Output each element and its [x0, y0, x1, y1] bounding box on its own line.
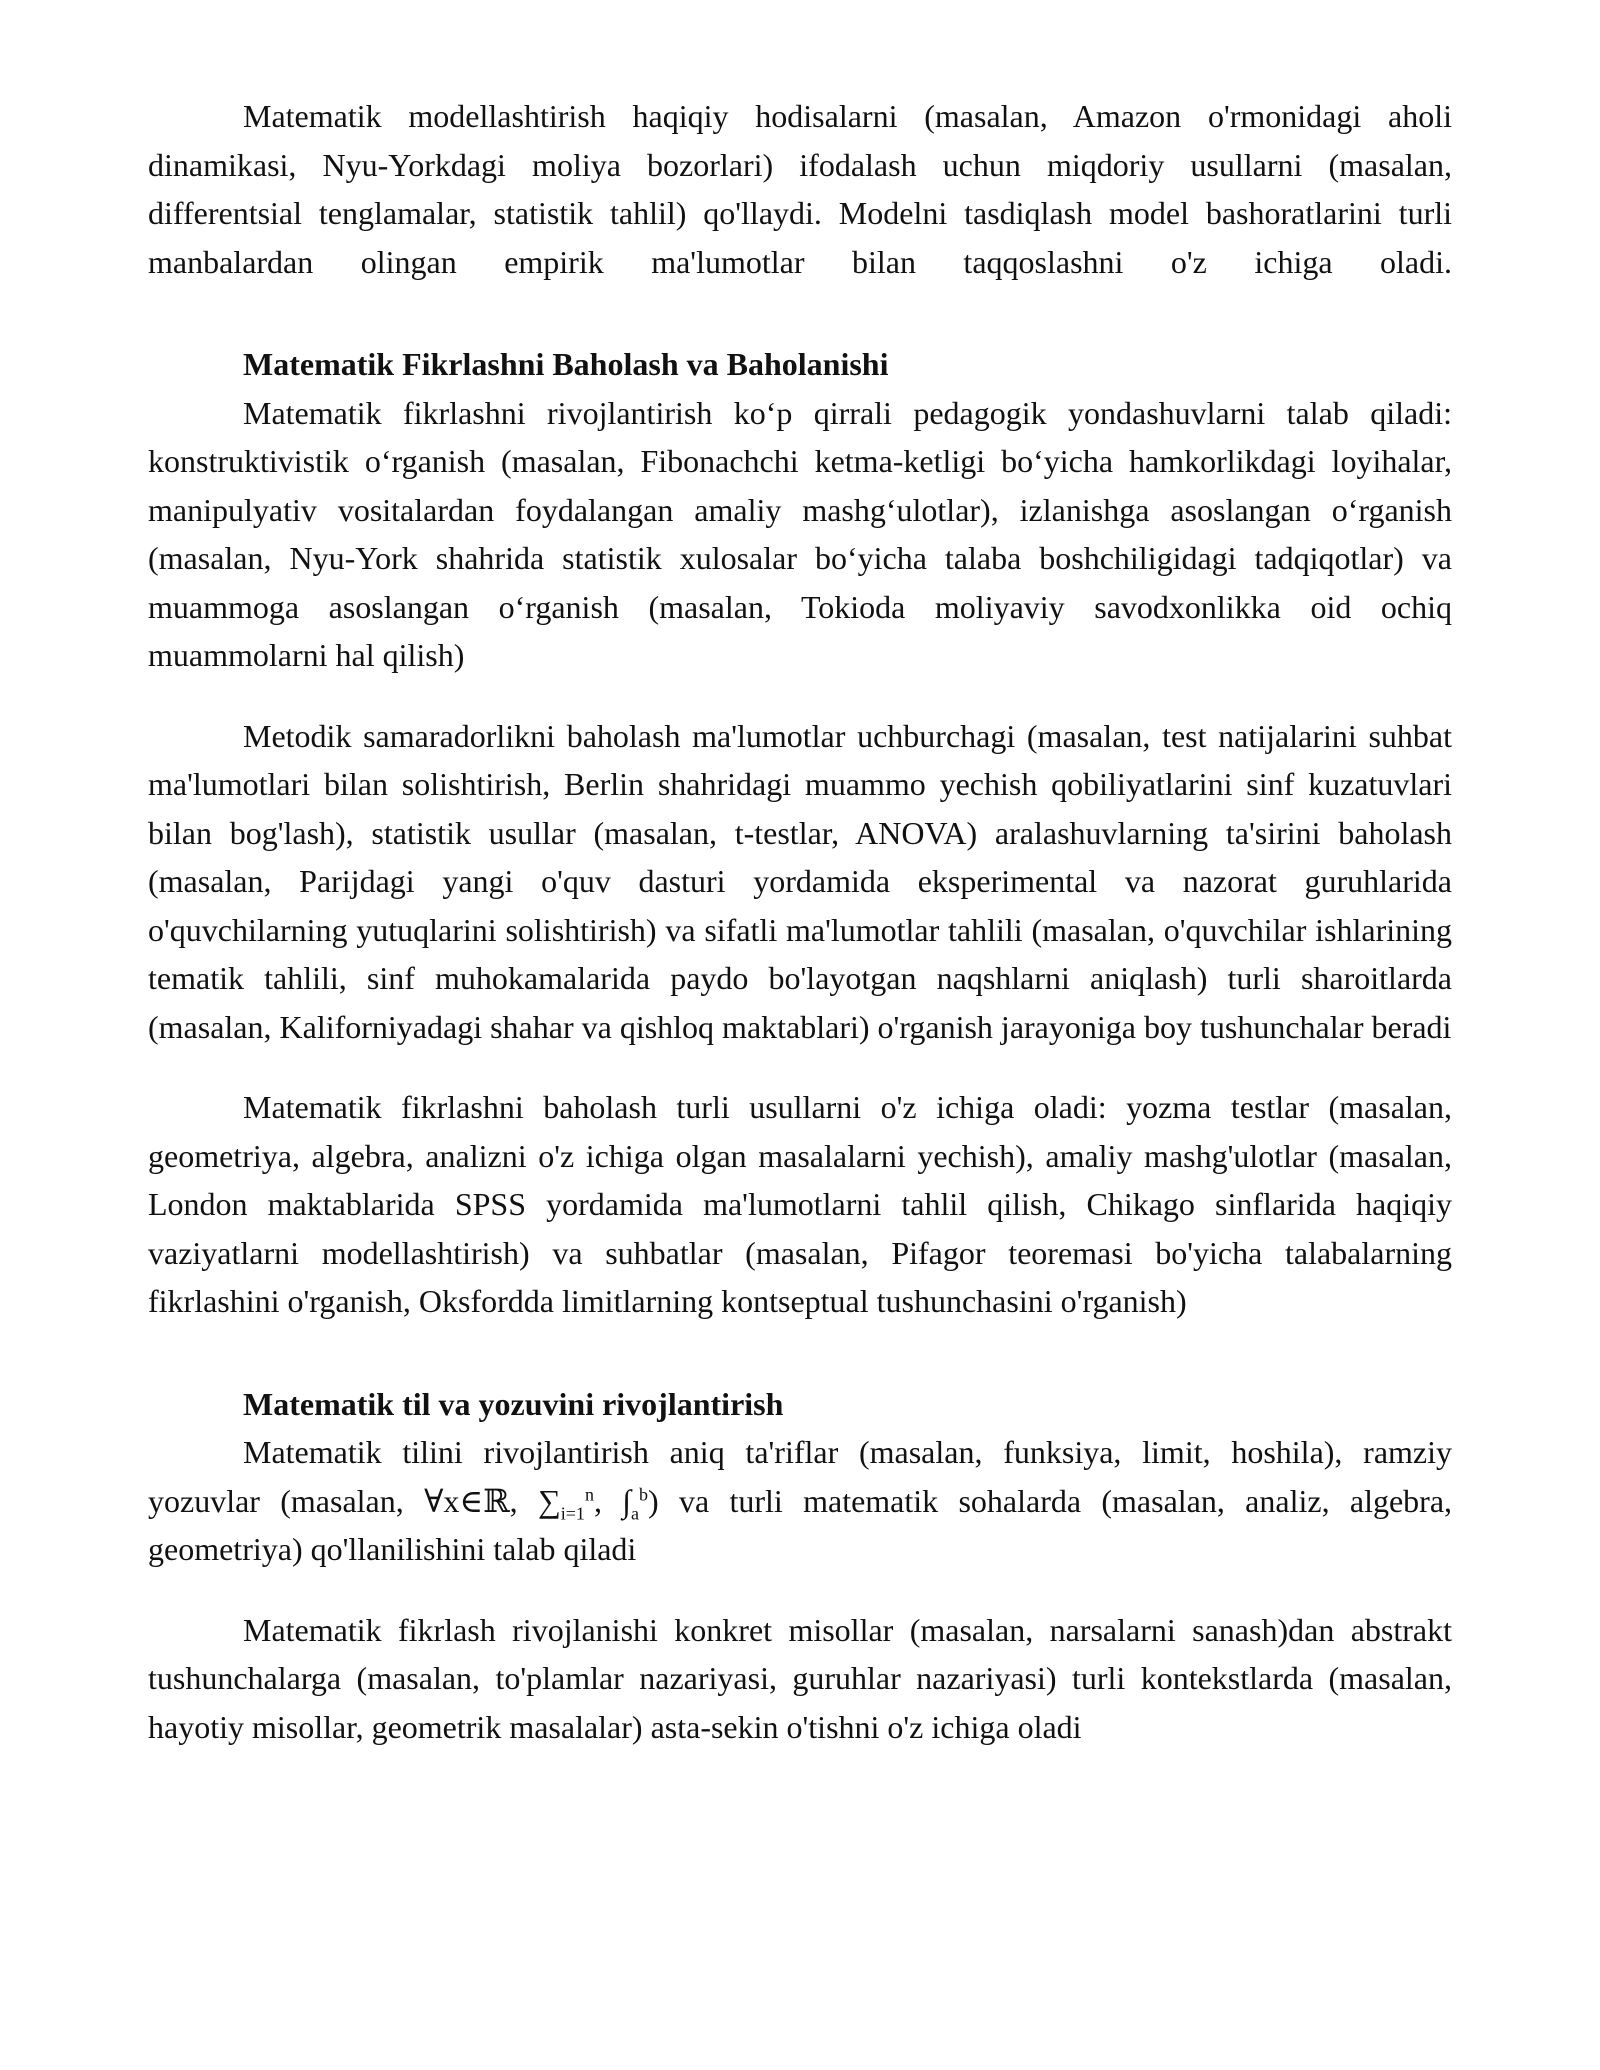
- paragraph-spacer: [148, 1574, 1452, 1606]
- section-heading-assessment: Matematik Fikrlashni Baholash va Baholanishi: [243, 346, 889, 382]
- paragraph-spacer: [148, 1051, 1452, 1083]
- paragraph-notation: [148, 1428, 1452, 1574]
- section-heading-language: Matematik til va yozuvini rivojlantirish: [243, 1385, 784, 1422]
- formula-separator: ,: [509, 1482, 538, 1519]
- notation-formulas: [424, 1482, 649, 1523]
- sum-subscript: i=1: [560, 1502, 585, 1523]
- integral-symbol: ∫: [622, 1482, 632, 1519]
- forall-formula: ∀x∈ℝ: [424, 1482, 510, 1519]
- notation-text-before: Matematik tilini rivojlantirish aniq ta'riflar (masalan, funksiya, limit, hoshila), ramziy yozuvlar (masalan,: [148, 1434, 1452, 1519]
- document-body: [148, 92, 1452, 1751]
- formula-separator: ,: [593, 1482, 623, 1519]
- integral-subscript: a: [631, 1502, 640, 1523]
- section-spacer: [148, 286, 1452, 340]
- paragraph-spacer: [148, 680, 1452, 712]
- sum-symbol: ∑: [537, 1482, 561, 1519]
- sum-superscript: n: [584, 1483, 594, 1504]
- integral-superscript: b: [639, 1483, 649, 1504]
- notation-text-after: ) va turli matematik sohalarda (masalan, analiz, algebra, geometriya) qo'llanilishini talab qiladi: [148, 1482, 1453, 1567]
- paragraph-pedagogy: Matematik fikrlashni rivojlantirish ko‘p qirrali pedagogik yondashuvlarni talab qiladi: konstruktivistik o‘rganish (masalan, Fibonachchi ketma-ketligi bo‘yicha hamkorlikdagi loyihalar, manipulyativ vositalardan foydalangan amaliy mashg‘ulotlar), izlanishga asoslangan o‘rganish (masalan, Nyu-York shahrida statistik xulosalar bo‘yicha talaba boshchiligidagi tadqiqotlar) va muammoga asoslangan o‘rganish (masalan, Tokioda moliyaviy savodxonlikka oid ochiq muammolarni hal qilish): [148, 394, 1452, 673]
- section-spacer: [148, 1326, 1452, 1380]
- paragraph-development: Matematik fikrlash rivojlanishi konkret misollar (masalan, narsalarni sanash)dan abstrakt tushunchalarga (masalan, to'plamlar nazariyasi, guruhlar nazariyasi) turli kontekstlarda (masalan, hayotiy misollar, geometrik masalalar) asta-sekin o'tishni o'z ichiga oladi: [148, 1611, 1452, 1745]
- paragraph-modelling: Matematik modellashtirish haqiqiy hodisalarni (masalan, Amazon o'rmonidagi aholi dinamikasi, Nyu-Yorkdagi moliya bozorlari) ifodalash uchun miqdoriy usullarni (masalan, differentsial tenglamalar, statistik tahlil) qo'llaydi. Modelni tasdiqlash model bashoratlarini turli manbalardan olingan empirik ma'lumotlar bilan taqqoslashni o'z ichiga oladi.: [148, 98, 1452, 280]
- paragraph-methodology: Metodik samaradorlikni baholash ma'lumotlar uchburchagi (masalan, test natijalarini suhbat ma'lumotlari bilan solishtirish, Berlin shahridagi muammo yechish qobiliyatlarini sinf kuzatuvlari bilan bog'lash), statistik usullar (masalan, t-testlar, ANOVA) aralashuvlarning ta'sirini baholash (masalan, Parijdagi yangi o'quv dasturi yordamida eksperimental va nazorat guruhlarida o'quvchilarning yutuqlarini solishtirish) va sifatli ma'lumotlar tahlili (masalan, o'quvchilar ishlarining tematik tahlili, sinf muhokamalarida paydo bo'layotgan naqshlarni aniqlash) turli sharoitlarda (masalan, Kaliforniyadagi shahar va qishloq maktablari) o'rganish jarayoniga boy tushunchalar beradi: [148, 717, 1452, 1045]
- paragraph-assessment-methods: Matematik fikrlashni baholash turli usullarni o'z ichiga oladi: yozma testlar (masalan, geometriya, algebra, analizni o'z ichiga olgan masalalarni yechish), amaliy mashg'ulotlar (masalan, London maktablarida SPSS yordamida ma'lumotlarni tahlil qilish, Chikago sinflarida haqiqiy vaziyatlarni modellashtirish) va suhbatlar (masalan, Pifagor teoremasi bo'yicha talabalarning fikrlashini o'rganish, Oksfordda limitlarning kontseptual tushunchasini o'rganish): [148, 1089, 1452, 1319]
